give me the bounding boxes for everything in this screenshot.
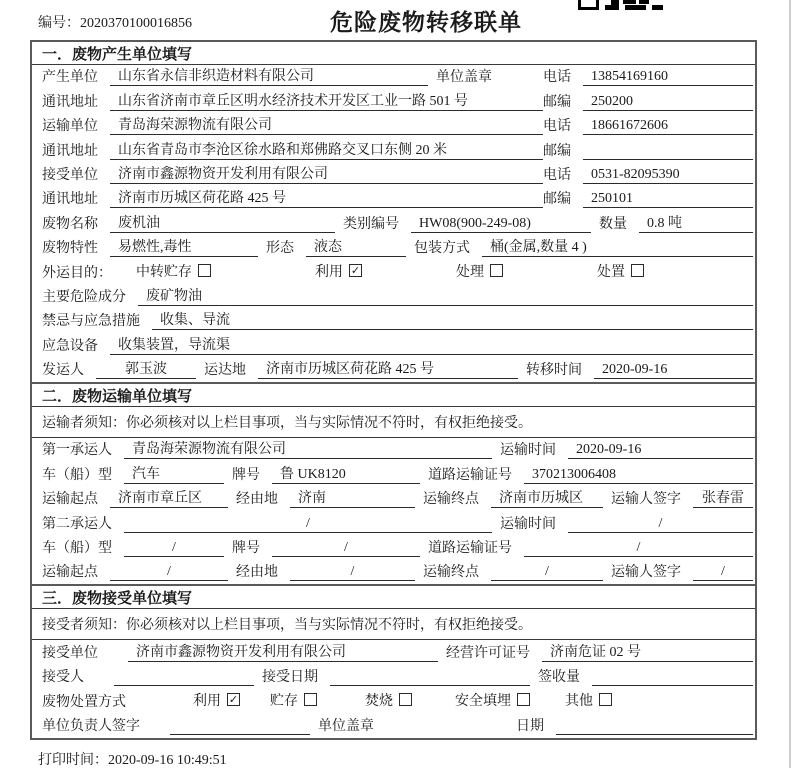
via-2-label: 经由地 [236, 565, 278, 581]
dispose-checkbox-icon [631, 264, 644, 277]
via-label: 经由地 [236, 492, 278, 508]
row-route-2 [32, 560, 755, 584]
purpose-treat-label: 处理 [456, 264, 484, 280]
producer-address-label: 通讯地址 [42, 94, 98, 110]
origin-2-label: 运输起点 [42, 565, 98, 581]
producer-unit-field: 山东省永信非织造材料有限公司 [110, 67, 428, 86]
disposal-incinerate-checkbox-icon [399, 693, 412, 706]
accepting-unit-field: 济南市鑫源物资开发利用有限公司 [128, 643, 438, 662]
row-transport-address [32, 138, 755, 162]
disposal-landfill [455, 690, 530, 710]
waste-name-label: 废物名称 [42, 216, 98, 232]
receiver-phone-label: 电话 [543, 167, 571, 183]
disposal-storage-checkbox-icon [304, 693, 317, 706]
shipper-label: 发运人 [42, 363, 84, 379]
plate-number-field: 鲁 UK8120 [272, 465, 420, 484]
transporter-notice: 运输者须知：你必须核对以上栏目事项，当与实际情况不符时，有权拒绝接受。 [32, 407, 755, 438]
transport-time-2-field: / [568, 514, 753, 533]
page-title: 危险废物转移联单 [330, 10, 522, 35]
row-waste-name [32, 211, 755, 235]
treat-checkbox-icon [490, 264, 503, 277]
transport-time-2-label: 运输时间 [500, 516, 556, 532]
document-header [0, 0, 796, 40]
producer-unit-label: 产生单位 [42, 70, 98, 86]
endpoint-2-field: / [491, 562, 603, 581]
waste-property-label: 废物特性 [42, 241, 98, 257]
purpose-utilize [315, 261, 362, 281]
transfer-date-label: 转移时间 [526, 363, 582, 379]
row-disposal-method [32, 689, 755, 713]
disposal-utilize-label: 利用 [193, 693, 221, 709]
carrier-signature-2-field: / [693, 562, 753, 581]
row-producer-unit [32, 65, 755, 89]
disposal-incinerate-label: 焚烧 [365, 693, 393, 709]
row-waste-property [32, 236, 755, 260]
via-field: 济南 [290, 489, 415, 508]
purpose-transit-storage [136, 261, 211, 281]
receiver-unit-field: 济南市鑫源物资开发利用有限公司 [110, 165, 543, 184]
row-accepting-person [32, 665, 755, 689]
disposal-utilize-checkmark: ✓ [228, 693, 239, 707]
waste-quantity-label: 数量 [599, 216, 627, 232]
destination-label: 运达地 [204, 363, 246, 379]
purpose-transit-storage-label: 中转贮存 [136, 264, 192, 280]
transport-time-label: 运输时间 [500, 443, 556, 459]
accept-date-label: 接受日期 [262, 670, 318, 686]
row-transport-unit [32, 114, 755, 138]
accepting-person-label: 接受人 [42, 670, 84, 686]
emergency-measures-label: 禁忌与应急措施 [42, 314, 140, 330]
road-permit-2-field: / [524, 538, 753, 557]
transfer-form-table [30, 40, 757, 740]
vehicle-type-2-field: / [124, 538, 224, 557]
row-receiver-address [32, 187, 755, 211]
vehicle-type-field: 汽车 [124, 465, 224, 484]
plate-number-2-label: 牌号 [232, 541, 260, 557]
row-hazard-component [32, 285, 755, 309]
row-emergency-measures [32, 309, 755, 333]
destination-field: 济南市历城区荷花路 425 号 [258, 360, 518, 379]
transport-address-field: 山东省青岛市李沧区徐水路和郑佛路交叉口东侧 20 米 [110, 141, 543, 160]
receiver-address-field: 济南市历城区荷花路 425 号 [110, 189, 543, 208]
license-number-field: 济南危证 02 号 [542, 643, 753, 662]
via-2-field: / [290, 562, 415, 581]
unit-seal-label: 单位盖章 [436, 70, 492, 86]
section-transporter-title: 二．废物运输单位填写 [32, 384, 755, 407]
transport-unit-label: 运输单位 [42, 119, 98, 135]
row-producer-address [32, 89, 755, 113]
row-route-1 [32, 487, 755, 511]
section-producer-title: 一．废物产生单位填写 [32, 42, 755, 65]
row-responsible-signature [32, 714, 755, 738]
print-time-value: 2020-09-16 10:49:51 [108, 753, 227, 768]
carrier-signature-2-label: 运输人签字 [611, 565, 681, 581]
transport-phone-field: 18661672606 [583, 116, 753, 135]
emergency-equipment-label: 应急设备 [42, 338, 98, 354]
producer-zip-field: 250200 [583, 92, 753, 111]
receiver-zip-label: 邮编 [543, 192, 571, 208]
disposal-utilize-checkbox-icon [227, 693, 240, 706]
first-carrier-label: 第一承运人 [42, 443, 112, 459]
transit-storage-checkbox-icon [198, 264, 211, 277]
row-accepting-unit [32, 640, 755, 664]
plate-number-label: 牌号 [232, 467, 260, 483]
shipper-field: 郭玉波 [96, 360, 196, 379]
emergency-measures-field: 收集、导流 [152, 311, 753, 330]
date-field [556, 716, 753, 735]
date-label: 日期 [516, 718, 544, 734]
waste-code-label: 类别编号 [343, 216, 399, 232]
transport-unit-field: 青岛海荣源物流有限公司 [110, 116, 543, 135]
accept-date-field [330, 667, 530, 686]
doc-number-value: 2020370100016856 [80, 16, 192, 31]
vehicle-type-label: 车（船）型 [42, 467, 112, 483]
waste-quantity-field: 0.8 吨 [639, 214, 753, 233]
row-shipper [32, 358, 755, 382]
disposal-landfill-checkbox-icon [517, 693, 530, 706]
print-time [38, 749, 227, 769]
accepting-person-field [114, 667, 254, 686]
outbound-purpose-label: 外运目的： [42, 265, 112, 281]
transport-time-field: 2020-09-16 [568, 440, 753, 459]
carrier-signature-field: 张春雷 [693, 489, 753, 508]
carrier-signature-label: 运输人签字 [611, 492, 681, 508]
disposal-storage [270, 690, 317, 710]
disposal-storage-label: 贮存 [270, 693, 298, 709]
received-amount-label: 签收量 [538, 670, 580, 686]
row-receiver-unit [32, 163, 755, 187]
receiver-notice: 接受者须知：你必须核对以上栏目事项，当与实际情况不符时，有权拒绝接受。 [32, 609, 755, 640]
disposal-incinerate [365, 690, 412, 710]
waste-code-field: HW08(900-249-08) [411, 214, 591, 233]
purpose-dispose [597, 261, 644, 281]
endpoint-label: 运输终点 [423, 492, 479, 508]
receiver-phone-field: 0531-82095390 [583, 165, 753, 184]
utilize-checkbox-icon [349, 264, 362, 277]
receiver-zip-field: 250101 [583, 189, 753, 208]
first-carrier-field: 青岛海荣源物流有限公司 [124, 440, 492, 459]
purpose-utilize-label: 利用 [315, 264, 343, 280]
vehicle-type-2-label: 车（船）型 [42, 541, 112, 557]
transfer-date-field: 2020-09-16 [594, 360, 753, 379]
disposal-other [565, 690, 612, 710]
receiver-seal-label: 单位盖章 [318, 718, 374, 734]
transport-zip-label: 邮编 [543, 143, 571, 159]
second-carrier-field: / [124, 514, 492, 533]
row-vehicle-type-1 [32, 462, 755, 486]
hazard-component-label: 主要危险成分 [42, 289, 126, 305]
producer-zip-label: 邮编 [543, 94, 571, 110]
producer-phone-label: 电话 [543, 70, 571, 86]
road-permit-label: 道路运输证号 [428, 467, 512, 483]
disposal-other-checkbox-icon [599, 693, 612, 706]
plate-number-2-field: / [272, 538, 420, 557]
hazard-component-field: 废矿物油 [138, 287, 753, 306]
purpose-dispose-label: 处置 [597, 264, 625, 280]
waste-form-label: 形态 [266, 241, 294, 257]
row-second-carrier [32, 511, 755, 535]
row-emergency-equipment [32, 333, 755, 357]
emergency-equipment-field: 收集装置，导流渠 [110, 336, 753, 355]
receiver-unit-label: 接受单位 [42, 167, 98, 183]
disposal-utilize [193, 690, 240, 710]
road-permit-2-label: 道路运输证号 [428, 541, 512, 557]
producer-address-field: 山东省济南市章丘区明水经济技术开发区工业一路 501 号 [110, 92, 543, 111]
origin-2-field: / [110, 562, 228, 581]
row-vehicle-type-2 [32, 536, 755, 560]
qr-code-fragment-icon [578, 0, 664, 10]
license-number-label: 经营许可证号 [446, 645, 530, 661]
section-producer [32, 42, 755, 382]
second-carrier-label: 第二承运人 [42, 516, 112, 532]
section-receiver-title: 三．废物接受单位填写 [32, 586, 755, 609]
purpose-treat [456, 261, 503, 281]
waste-name-field: 废机油 [110, 214, 335, 233]
origin-label: 运输起点 [42, 492, 98, 508]
row-first-carrier [32, 438, 755, 462]
road-permit-field: 370213006408 [524, 465, 753, 484]
page-edge-line [789, 0, 791, 768]
received-amount-field [592, 667, 753, 686]
waste-property-field: 易燃性,毒性 [110, 238, 258, 257]
responsible-signature-label: 单位负责人签字 [42, 718, 140, 734]
endpoint-2-label: 运输终点 [423, 565, 479, 581]
packaging-label: 包装方式 [414, 241, 470, 257]
origin-field: 济南市章丘区 [110, 489, 228, 508]
section-transporter [32, 382, 755, 584]
transport-zip-field [583, 141, 753, 160]
section-receiver [32, 584, 755, 738]
receiver-address-label: 通讯地址 [42, 192, 98, 208]
waste-form-field: 液态 [306, 238, 406, 257]
packaging-field: 桶(金属,数量 4 ) [482, 238, 753, 257]
disposal-other-label: 其他 [565, 693, 593, 709]
row-outbound-purpose [32, 260, 755, 284]
transport-address-label: 通讯地址 [42, 143, 98, 159]
utilize-checkmark: ✓ [350, 264, 361, 278]
endpoint-field: 济南市历城区 [491, 489, 603, 508]
print-time-label: 打印时间： [38, 753, 108, 768]
disposal-landfill-label: 安全填埋 [455, 693, 511, 709]
disposal-method-label: 废物处置方式 [42, 694, 126, 710]
transport-phone-label: 电话 [543, 119, 571, 135]
producer-phone-field: 13854169160 [583, 67, 753, 86]
doc-number-label: 编号： [38, 16, 80, 31]
accepting-unit-label: 接受单位 [42, 645, 98, 661]
responsible-signature-field [170, 716, 310, 735]
